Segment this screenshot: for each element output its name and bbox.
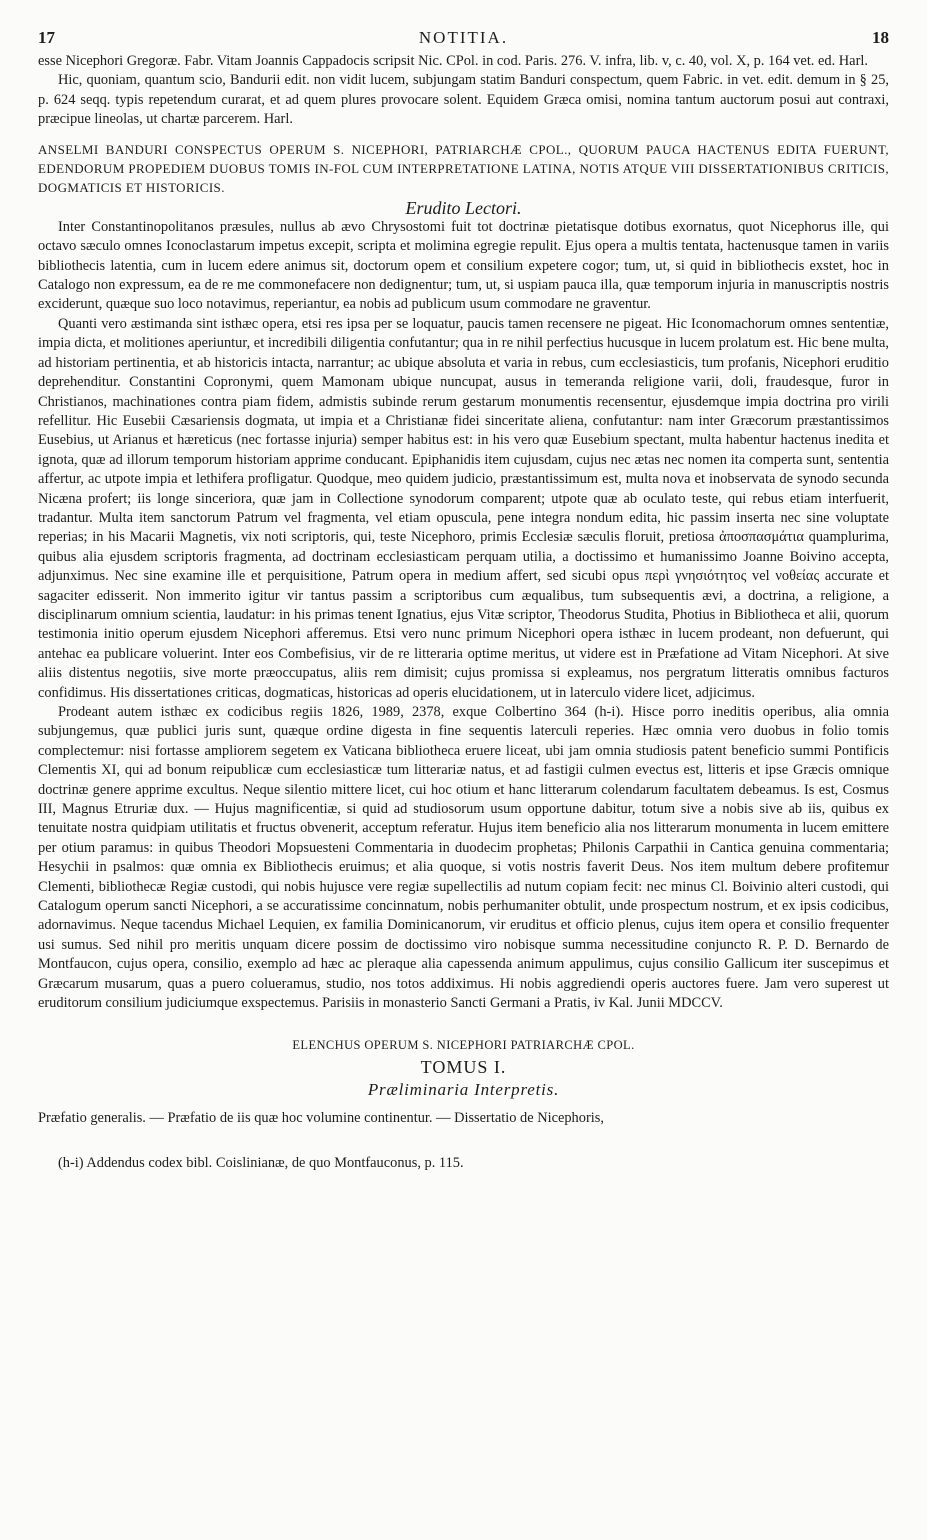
body-paragraph-1: Inter Constantinopolitanos præsules, nullus ab ævo Chrysostomi fuit tot doctrinæ pietatisque dotibus exornatus, quot Nicephorus ille, qui octavo sæculo omnes Iconoclastarum impetus excepit, scripta et molimina egregie repulit. Ejus opera a multis tentata, hactenusque tamen in variis bibliothecis latentia, cum in lucem edere animus sit, doctorum opem et consilium expetere cogor; tum, ut, si quid in bibliothecis exstet, hoc in Catalogo non expressum, ea de re me commonefacere non dedignentur; tum, ut, si uspiam pauca illa, quæ temporum injuria in manuscriptis nostris exciderunt, quæque suo loco notavimus, reperiantur, ea nobis ad publicum usum commodare ne graventur. xyxy=(38,218,889,313)
body-paragraph-2: Quanti vero æstimanda sint isthæc opera, etsi res ipsa per se loquatur, paucis tamen recensere ne pigeat. Hic Iconomachorum omnes sententiæ, impia dicta, et molitiones aperiuntur, et incredibili diligentia confutantur; qua in re nihil perfectius hucusque in lucem prolatum est. Hic bene multa, ad historiam pertinentia, et ab historicis intacta, narrantur; ac ubique absoluta et varia in rebus, cum ecclesiasticis, tum profanis, Nicephori eruditio deprehenditur. Constantini Copronymi, quem Mamonam ubique nuncupat, ausus in temeranda religione varii, doli, fraudesque, furor in Christianos, machinationes contra piam fidem, admistis subinde rerum gestarum monumentis recensentur, ejusdemque impia doctrina pro virili refellitur. Hic Eusebii Cæsariensis dogmata, ut impia et a Christianæ fidei sinceritate aliena, confutantur: nam inter Græcorum præstantissimos Eusebius, ut Arianus et hæreticus (nec fortasse injuria) semper habitus est: in his vero quæ Eusebium spectant, multa habentur hactenus inedita et ignota, quæ ad illorum temporum historiam apprime conducant. Epiphanidis item cujusdam, cujus nec ætas nec nomen ita comperta sunt, sententia affertur, ac utpote impia et lethifera profligatur. Quodque, meo quidem judicio, præstantissimum est, multa nova et inobservata de synodo secunda Nicæna profert; iis longe sinceriora, quæ jam in Collectione synodorum comparent; utpote quæ ab oculato teste, qui rebus etiam interfuerit, tradantur. Multa item sanctorum Patrum vel fragmenta, vel etiam opuscula, pene integra nondum edita, hic passim inserta nec sine voluptate reperias; in his Macarii Magnetis, vix noti scriptoris, qui, teste Nicephoro, primis Ecclesiæ sæculis floruit, pretiosa ἀποσπασμάτια quamplurima, quibus alia ejusdem scriptoris fragmenta, ad doctrinam ecclesiasticam perquam utilia, a doctissimo et humanissimo Joanne Boivino accepta, adjunximus. Nec sine examine ille et perquisitione, Patrum opera in medium affert, sed sicubi opus περὶ γνησιότητος vel νοθείας accurate et sagaciter edisserit. Non immerito igitur vir tantus passim a scriptoribus cum æqualibus, tum subsequentis ævi, a doctrina, a religione, a disciplinarum omnium scientia, laudatur: in his primas tenent Ignatius, ejus Vitæ scriptor, Theodorus Studita, Photius in Bibliotheca et alii, quorum testimonia initio operum ejusdem Nicephori afferemus. Etsi vero nunc primum Nicephori opera isthæc in lucem prodeant, non defuerunt, qui antehac ea publicare voluerint. Inter eos Combefisius, vir de re litteraria optime meritus, ut videre est in Præfatione ad Vitam Nicephori. At sive aliis distentus negotiis, sive morte præoccupatus, aliis rem dimisit; cujus promissa si expleamus, nos pergratum litteratis omnibus facturos confidimus. His dissertationes criticas, dogmaticas, historicas ad operis elucidationem, ut in laterculo videre licet, adjicimus. xyxy=(38,315,889,701)
page-number-right: 18 xyxy=(872,28,889,47)
running-head xyxy=(38,28,889,52)
elenchus-heading: ELENCHUS OPERUM S. NICEPHORI PATRIARCHÆ CPOL. xyxy=(292,1037,635,1052)
body-paragraph-3: Prodeant autem isthæc ex codicibus regiis 1826, 1989, 2378, exque Colbertino 364 (h-i). Hisce porro ineditis operibus, alia omnia subjungemus, quæ publici juris sunt, quæque ordine digesta in fine sequentis laterculi reperies. Hæc omnia vero duobus in folio tomis complectemur: nisi fortasse ampliorem segetem ex Vaticana bibliotheca eruere liceat, ubi jam omnia studiosis patent beneficio summi Pontificis Clementis XI, qui ad bonum reipublicæ cum ecclesiasticæ tum litterariæ natus, et ad fastigii culmen evectus est, litteris et ipse Græcis omnique doctrinæ genere apprime excultus. Neque silentio mittere licet, cui hoc otium et hanc litterarum colendarum facultatem debeamus. Is est, Cosmus III, Magnus Etruriæ dux. — Hujus magnificentiæ, si quid ad studiosorum usum opportune dabitur, totum sive a nobis sive ab iis, quibus ex tenuitate nostra quidpiam utilitatis et fructus obvenerit, acceptum referatur. Hujus item beneficio alia nos litterarum monumenta in lucem emittere per otium paramus: in quibus Theodori Mopsuesteni Commentaria in duodecim prophetas; Philonis Carpathii in Cantica genuina commentaria; Hesychii in psalmos: quæ omnia ex Bibliothecis eruimus; et alia quoque, si votis nostris faverit Deus. Nos item multum debere profitemur Clementi, bibliothecæ Regiæ custodi, qui nobis hujusce vere regiæ supellectilis ad nutum copiam fecit: nec minus Cl. Boivinio alteri custodi, qui Catalogum operum sancti Nicephori, a se accuratissime concinnatum, nobis perhumaniter obtulit, unde prospectum nostrum, et ex ipsis codicibus, adornavimus. Neque tacendus Michael Lequien, ex familia Dominicanorum, vir eruditus et officio plenus, cujus item opera et consilio frequenter usi sumus. Sed nihil pro meritis unquam dicere possim de doctissimo viro nobisque summa necessitudine conjuncto R. P. D. Bernardo de Montfaucon, cujus opera, consilio, exemplo ad hæc ac pleraque alia capessenda animum appulimus, cujus consilio Gallicum iter suscepimus et Græcarum musarum, quas a puero colueramus, studio, nos totos addiximus. Hi nobis aggrediendi operis auctores fuere. Jam vero superest ut eruditorum consilium judiciumque exspectemus. Parisiis in monasterio Sancti Germani a Pratis, iv Kal. Junii MDCCV. xyxy=(38,704,889,1012)
elenchus-line: Præfatio generalis. — Præfatio de iis quæ hoc volumine continentur. — Dissertatio de Nicephoris, xyxy=(38,1109,604,1126)
page-number-left: 17 xyxy=(38,28,55,47)
footnote: (h-i) Addendus codex bibl. Coislinianæ, de quo Montfauconus, p. 115. xyxy=(58,1155,464,1172)
conspectus-subtitle: Erudito Lectori. xyxy=(405,197,522,218)
conspectus-heading: ANSELMI BANDURI CONSPECTUS OPERUM S. NICEPHORI, PATRIARCHÆ CPOL., QUORUM PAUCA HACTENUS EDITA FUERUNT, EDENDORUM PROPEDIEM DUOBUS TOMIS IN-FOL CUM INTERPRETATIONE LATINA, NOTIS ATQUE VIII DISSERTATIONIBUS CRITICIS, DOGMATICIS ET HISTORICIS. xyxy=(38,141,889,196)
intro-paragraph-2: Hic, quoniam, quantum scio, Bandurii edit. non vidit lucem, subjungam statim Banduri conspectum, quem Fabric. in vet. edit. demum in § 25, p. 624 seqq. typis repetendum curarat, et ad quem plures provocare solent. Equidem Græca omisi, nomina tantum auctorum posui aut contraxi, præcipue lineolas, ut chartæ parcerem. Harl. xyxy=(38,72,889,128)
praeliminaria-heading: Præliminaria Interpretis. xyxy=(367,1079,560,1099)
tomus-heading: TOMUS I. xyxy=(420,1056,507,1077)
running-title: NOTITIA. xyxy=(418,28,509,47)
intro-paragraph-1: esse Nicephori Gregoræ. Fabr. Vitam Joannis Cappadocis scripsit Nic. CPol. in cod. Paris. 276. V. infra, lib. v, c. 40, vol. X, p. 164 vet. ed. Harl. xyxy=(38,53,868,69)
